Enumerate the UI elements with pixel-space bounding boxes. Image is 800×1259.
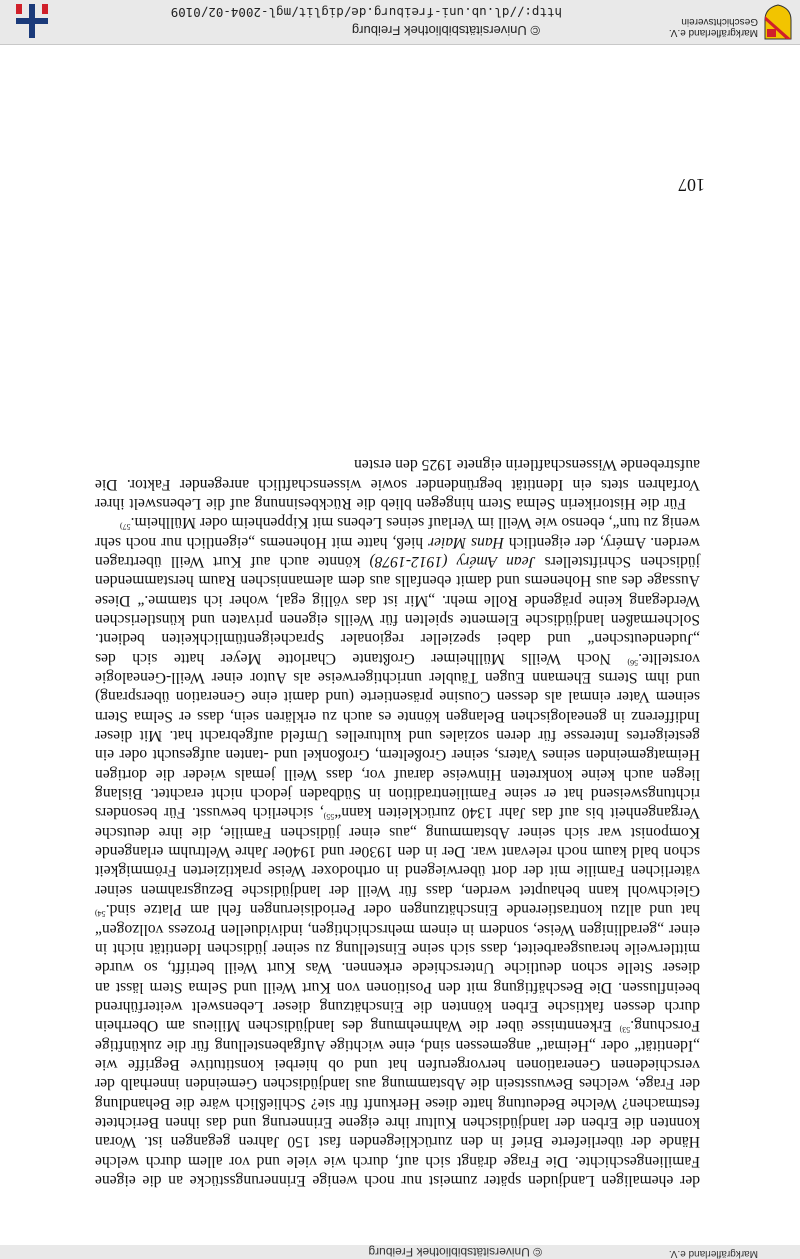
paragraph xyxy=(95,455,700,513)
permalink-url[interactable]: http://dl.ub.uni-freiburg.de/diglit/mgl-2004-02/0109 xyxy=(170,5,562,20)
text-run: Gleichwohl kann behauptet werden, dass für Weill der landjüdische Bezugsrahmen seiner väterlichen Familie mit der dort überwiegend in orthodoxer Weise praktizierten Frömmigkeit schon bald kaum noch relevant war. Der in den 1930er und 1940er Jahre Weltruhm erlangende Komponist war sich seiner Abstammung „aus einer jüdischen Familie, die ihre deutsche Vergangenheit bis auf das Jahr 1340 zurückleiten kann“ xyxy=(95,804,700,899)
text-run: Erkenntnisse über die Wahrnehmung des landjüdischen Milieus am Oberrhein durch dessen faktische Erben könnten die Einschätzung dieser Lebenswelt weiterführend beeinflussen. Die Beschäftigung mit den Positionen von Kurt Weill und Selma Stern lässt an dieser Stelle schon deutliche Unterschiede erkennen. Was Kurt Weill betrifft, so wurde mittlerweile herausgearbeitet, dass sich seine Einstellung zu seiner jüdischen Identität nicht in einer „geradlinigen Weise, sondern in einem mehrschichtigen, individuellen Prozess vollzogen“ hat und allzu kontrastierende Einschätzungen oder Periodisierungen fehl am Platze sind. xyxy=(95,901,700,1035)
footnote-marker: 54) xyxy=(95,909,106,919)
page-number: 107 xyxy=(678,175,705,195)
association-line-1: Markgräflerland e.V. xyxy=(668,27,758,38)
italic-run: Jean Améry (1912-1978) xyxy=(369,553,536,570)
footnote-marker: 53) xyxy=(619,1025,631,1035)
page-body-text xyxy=(95,455,700,1190)
university-library-logo-icon[interactable] xyxy=(12,2,52,42)
text-run: der ehemaligen Landjuden später zumeist nur noch wenige Erinnerungsstücke an die eigene Familiengeschichte. Die Frage drängt sich auf, durch wie viele und vor allem durch welche Hände der überlieferte Brief in den zurückliegenden fast 150 Jahren gegangen ist. Woran konnten die Erben der landjüdischen Kultur ihre eigene Erinnerung und das ihnen Berichtete festmachen? Welche Bedeutung hatte diese Herkunft für sie? Schließlich wäre die Behandlung der Frage, welches Bewusstsein die Abstammung aus landjüdischen Gemeinden innerhalb der verschiedenen Generationen hervorgerufen hat und ob hierbei konstitutive Begriffe wie „Identität“ oder „Heimat“ angemessen sind, eine wichtige Aufgabenstellung für die zukünftige Forschung. xyxy=(95,1017,700,1189)
association-name xyxy=(638,16,758,38)
text-run: Noch Weills Müllheimer Großtante Charlotte Meyer hatte sich des „Judendeutschen“ und dabei spezieller regionaler Spracheigentümlichkeiten bedient. Solchermaßen landjüdische Elemente spielten für Weills eigenen privaten und künstlerischen Werdegang keine prägende Rolle mehr. „Mir ist das völlig egal, woher ich stamme.“ Diese Aussage des aus Hohenems und damit ebenfalls aus dem alemannischen Raum herstammenden jüdischen Schriftstellers xyxy=(95,553,700,667)
text-run: , sicherlich bewusst. Für besonders richtungsweisend hat er seine Familientradition in Südbaden jedoch nicht erachtet. Bislang liegen auch keine konkreten Hinweise darauf vor, dass Weill jemals wieder die dortigen Heimatgemeinden seines Vaters, seiner Großeltern, Großonkel und -tanten aufgesucht oder ein gesteigertes Interesse für deren soziales und kulturelles Umfeld aufgebracht hat. Mit dieser Indifferenz in genealogischen Belangen könnte es auch zu erklären sein, dass er Selma Stern seinem Vater einmal als dessen Cousine präsentierte (und damit eine Generation übersprang) und ihm Sterns Ehemann Eugen Täubler unrichtigerweise als Autor einer Weill-Genealogie vorstellte. xyxy=(95,649,700,822)
paragraph xyxy=(95,513,700,1190)
footnote-marker: 55) xyxy=(323,812,335,822)
association-line-2: Geschichtsverein xyxy=(681,16,758,27)
footnote-marker: 57) xyxy=(119,522,131,532)
viewer-header-bar xyxy=(0,0,800,45)
text-run: Für die Historikerin Selma Stern hingegen blieb die Rückbesinnung auf die Lebenswelt ihrer Vorfahren stets ein Identität begründender sowie wissenschaftlich anregender Faktor. Die aufstrebende Wissenschaftlerin eignete 1925 den ersten xyxy=(95,456,700,512)
geschichtsverein-shield-icon[interactable] xyxy=(764,4,792,40)
text-run: hieß, hatte mit Hohenems „eigentlich nur noch sehr wenig zu tun“, ebenso wie Weill im Verlauf seines Lebens mit Kippenheim oder Müllheim. xyxy=(95,514,700,551)
text-run: könnte auch auf Kurt Weill übertragen werden. Améry, der eigentlich xyxy=(95,533,700,570)
footer-copyright: © Universitätsbibliothek Freiburg xyxy=(368,1245,542,1259)
footer-association: Markgräflerland e.V. xyxy=(668,1248,758,1259)
italic-run: Hans Maier xyxy=(428,533,504,551)
viewer-footer-bar xyxy=(0,1245,800,1259)
header-copyright: © Universitätsbibliothek Freiburg xyxy=(351,23,540,38)
footnote-marker: 56) xyxy=(627,657,639,667)
